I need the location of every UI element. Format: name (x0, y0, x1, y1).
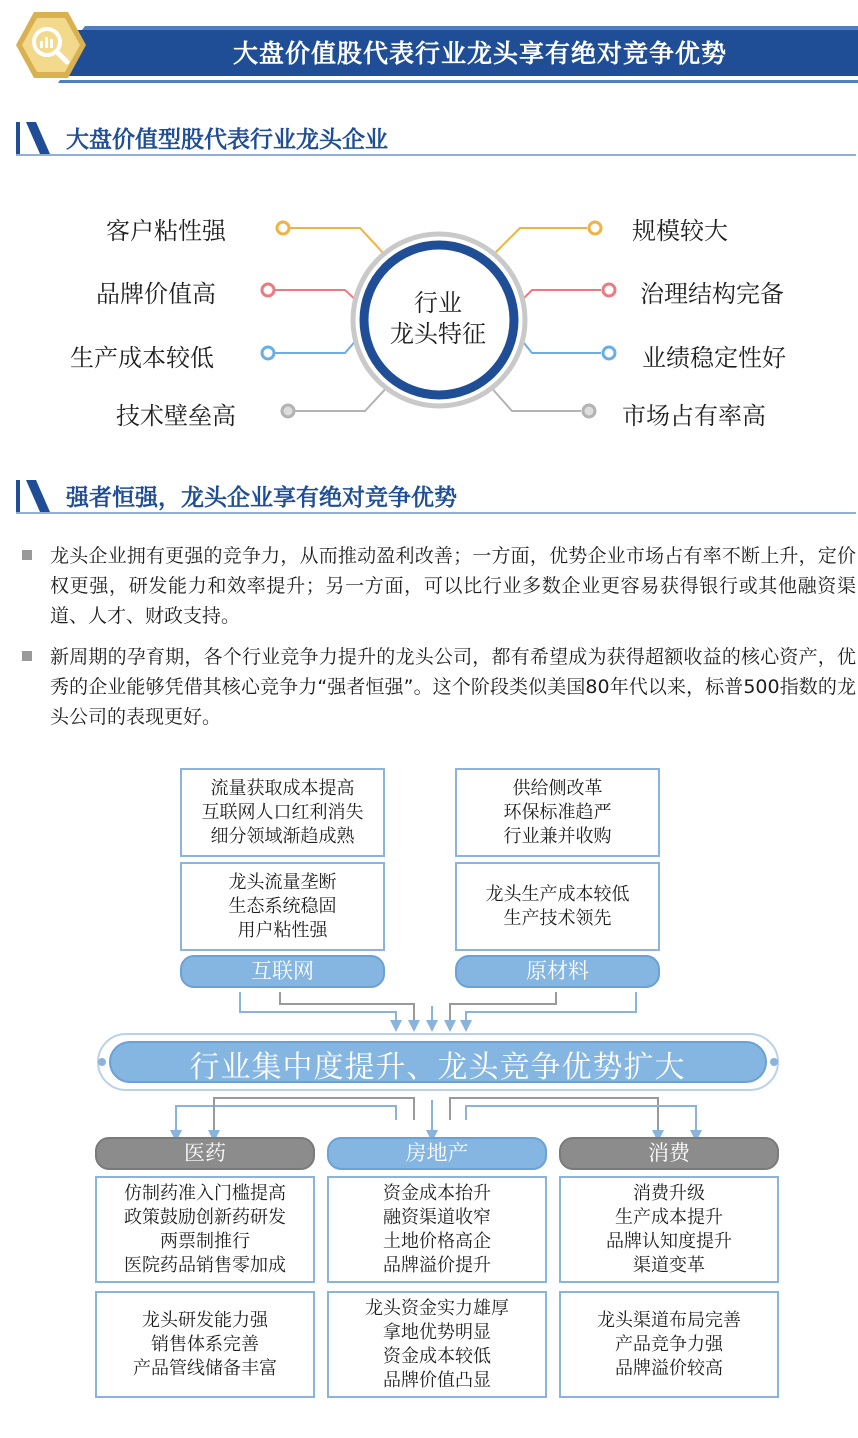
center-label (378, 288, 498, 350)
consumer-label: 消费 (559, 1137, 779, 1170)
pharma-box-2 (95, 1291, 315, 1398)
feature-right-1: 规模较大 (632, 217, 728, 245)
box-line: 互联网人口红利消失 (201, 801, 364, 823)
box-line: 环保标准趋严 (503, 801, 612, 823)
box-line: 龙头生产成本较低 (485, 883, 630, 905)
center-label-line1: 行业 (414, 289, 462, 317)
pharma-box-1 (95, 1176, 315, 1283)
box-line: 龙头资金实力雄厚 (365, 1297, 509, 1319)
box-line: 品牌认知度提升 (606, 1230, 732, 1252)
materials-box-2 (455, 862, 660, 951)
box-line: 流量获取成本提高 (210, 777, 355, 799)
center-label-line2: 龙头特征 (390, 320, 486, 348)
paragraph-1: 龙头企业拥有更强的竞争力，从而推动盈利改善；一方面，优势企业市场占有率不断上升，定价权更强，研发能力和效率提升；另一方面，可以比行业多数企业更容易获得银行或其他融资渠道、人才、财政支持。 (50, 545, 856, 627)
section2-divider (16, 512, 856, 514)
paragraph-2: 新周期的孕育期，各个行业竞争力提升的龙头公司，都有希望成为获得超额收益的核心资产，优秀的企业能够凭借其核心竞争力“强者恒强”。这个阶段类似美国80年代以来，标普500指数的龙头公司的表现更好。 (50, 646, 856, 728)
box-line: 龙头渠道布局完善 (597, 1309, 741, 1331)
pharma-label: 医药 (95, 1137, 315, 1170)
feature-right-2: 治理结构完备 (640, 280, 784, 308)
feature-right-3: 业绩稳定性好 (642, 344, 786, 372)
box-line: 融资渠道收窄 (383, 1206, 491, 1228)
box-line: 生产技术领先 (503, 907, 612, 929)
section-marker-icon (16, 478, 56, 514)
materials-label: 原材料 (455, 955, 660, 988)
realestate-box-1 (327, 1176, 547, 1283)
feature-left-2: 品牌价值高 (96, 280, 216, 308)
section1-title: 大盘价值型股代表行业龙头企业 (66, 127, 388, 153)
box-line: 生态系统稳固 (228, 895, 337, 917)
box-line: 行业兼并收购 (503, 825, 612, 847)
box-line: 产品竞争力强 (615, 1333, 723, 1355)
realestate-label: 房地产 (327, 1137, 547, 1170)
box-line: 品牌溢价提升 (383, 1254, 491, 1276)
box-line: 销售体系完善 (151, 1333, 259, 1355)
box-line: 资金成本较低 (383, 1345, 491, 1367)
center-pill-label: 行业集中度提升、龙头竞争优势扩大 (189, 1050, 686, 1085)
consumer-box-2 (559, 1291, 779, 1398)
box-line: 龙头流量垄断 (228, 871, 337, 893)
box-line: 产品管线储备丰富 (133, 1357, 277, 1379)
internet-box-2 (180, 862, 385, 951)
magnifier-chart-icon (14, 10, 88, 80)
box-line: 品牌价值凸显 (383, 1369, 491, 1391)
realestate-box-2 (327, 1291, 547, 1398)
feature-right-4: 市场占有率高 (622, 402, 766, 430)
box-line: 消费升级 (633, 1182, 705, 1204)
bullet-icon (22, 651, 32, 661)
box-line: 细分领域渐趋成熟 (210, 825, 355, 847)
box-line: 供给侧改革 (512, 777, 603, 799)
banner-title: 大盘价值股代表行业龙头享有绝对竞争优势 (232, 39, 727, 68)
box-line: 仿制药准入门槛提高 (124, 1182, 286, 1204)
box-line: 龙头研发能力强 (142, 1309, 268, 1331)
feature-left-3: 生产成本较低 (70, 344, 214, 372)
section1-divider (16, 154, 856, 156)
internet-label: 互联网 (180, 955, 385, 988)
box-line: 资金成本抬升 (383, 1182, 491, 1204)
feature-left-1: 客户粘性强 (106, 217, 226, 245)
internet-box-1 (180, 768, 385, 857)
feature-left-4: 技术壁垒高 (116, 402, 236, 430)
box-line: 医院药品销售零加成 (124, 1254, 286, 1276)
box-line: 拿地优势明显 (383, 1321, 491, 1343)
section2-title: 强者恒强，龙头企业享有绝对竞争优势 (66, 485, 457, 511)
materials-box-1 (455, 768, 660, 857)
box-line: 生产成本提升 (615, 1206, 723, 1228)
consumer-box-1 (559, 1176, 779, 1283)
box-line: 两票制推行 (160, 1230, 250, 1252)
box-line: 土地价格高企 (383, 1230, 491, 1252)
bullet-icon (22, 550, 32, 560)
box-line: 渠道变革 (633, 1254, 705, 1276)
section-marker-icon (16, 120, 56, 156)
box-line: 品牌溢价较高 (615, 1357, 723, 1379)
box-line: 用户粘性强 (237, 919, 328, 941)
box-line: 政策鼓励创新药研发 (124, 1206, 286, 1228)
